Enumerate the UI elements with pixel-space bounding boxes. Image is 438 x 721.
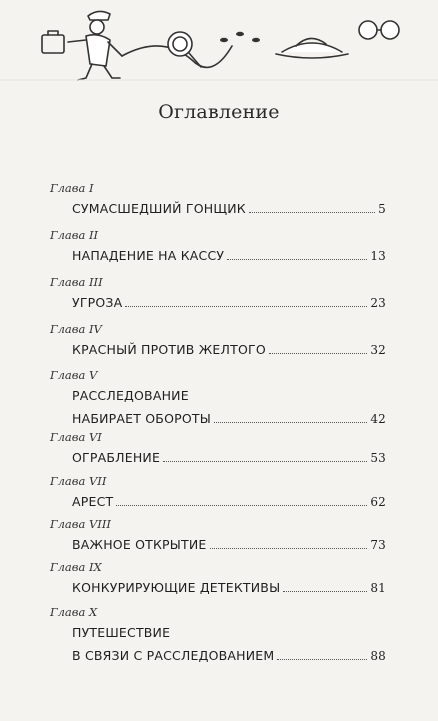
chapter-title-line [72, 537, 386, 552]
hat-icon [276, 38, 348, 58]
dot-leader [210, 548, 368, 549]
dot-leader [249, 212, 375, 213]
chapter-title-line [72, 411, 386, 426]
chapter-title: ОГРАБЛЕНИЕ [72, 450, 161, 465]
page-number: 88 [370, 649, 386, 663]
chapter-title-line [72, 580, 386, 595]
page-number: 42 [370, 412, 386, 426]
page-number: 62 [370, 495, 386, 509]
chapter-label: Глава II [50, 228, 99, 242]
page-number: 5 [378, 202, 386, 216]
binoculars-icon [359, 21, 399, 39]
detective-figure-icon [68, 11, 122, 80]
chapter-title-line [72, 295, 386, 310]
chapter-label: Глава VIII [50, 517, 111, 531]
chapter-label: Глава VII [50, 474, 107, 488]
chapter-title-line [72, 201, 386, 216]
chapter-title: КОНКУРИРУЮЩИЕ ДЕТЕКТИВЫ [72, 580, 281, 595]
dot-leader [214, 422, 367, 423]
dot-leader [269, 353, 367, 354]
dot-leader [125, 306, 367, 307]
chapter-title: НАБИРАЕТ ОБОРОТЫ [72, 411, 211, 426]
footprints-icon [220, 32, 260, 42]
chapter-title: СУМАСШЕДШИЙ ГОНЩИК [72, 201, 246, 216]
chapter-title: В СВЯЗИ С РАССЛЕДОВАНИЕМ [72, 648, 275, 663]
dot-leader [116, 505, 367, 506]
chapter-title-line [72, 450, 386, 465]
chapter-title: РАССЛЕДОВАНИЕ [72, 388, 189, 403]
chapter-title-line [72, 494, 386, 509]
chapter-title-line [72, 342, 386, 357]
briefcase-icon [42, 31, 64, 53]
dot-leader [277, 659, 367, 660]
dot-leader [283, 591, 367, 592]
dot-leader [227, 259, 367, 260]
chapter-title: КРАСНЫЙ ПРОТИВ ЖЕЛТОГО [72, 342, 266, 357]
chapter-title: УГРОЗА [72, 295, 123, 310]
chapter-title-line [72, 248, 386, 263]
chapter-label: Глава IV [50, 322, 102, 336]
chapter-label: Глава IX [50, 560, 102, 574]
chapter-label: Глава I [50, 181, 94, 195]
chapter-title: ВАЖНОЕ ОТКРЫТИЕ [72, 537, 207, 552]
page-number: 23 [370, 296, 386, 310]
chapter-title-line [72, 388, 386, 403]
chapter-label: Глава III [50, 275, 103, 289]
chapter-title: АРЕСТ [72, 494, 114, 509]
chapter-label: Глава V [50, 368, 98, 382]
chapter-title: ПУТЕШЕСТВИЕ [72, 625, 171, 640]
page-title: Оглавление [158, 101, 280, 123]
page-number: 32 [370, 343, 386, 357]
page-number: 81 [370, 581, 386, 595]
chapter-title: НАПАДЕНИЕ НА КАССУ [72, 248, 225, 263]
dot-leader [163, 461, 367, 462]
page-number: 73 [370, 538, 386, 552]
chapter-label: Глава VI [50, 430, 102, 444]
page-number: 53 [370, 451, 386, 465]
chapter-title-line [72, 625, 386, 640]
chapter-label: Глава X [50, 605, 98, 619]
page-number: 13 [370, 249, 386, 263]
magnifier-icon [168, 32, 201, 67]
chapter-title-line [72, 648, 386, 663]
header-illustration [0, 0, 438, 90]
